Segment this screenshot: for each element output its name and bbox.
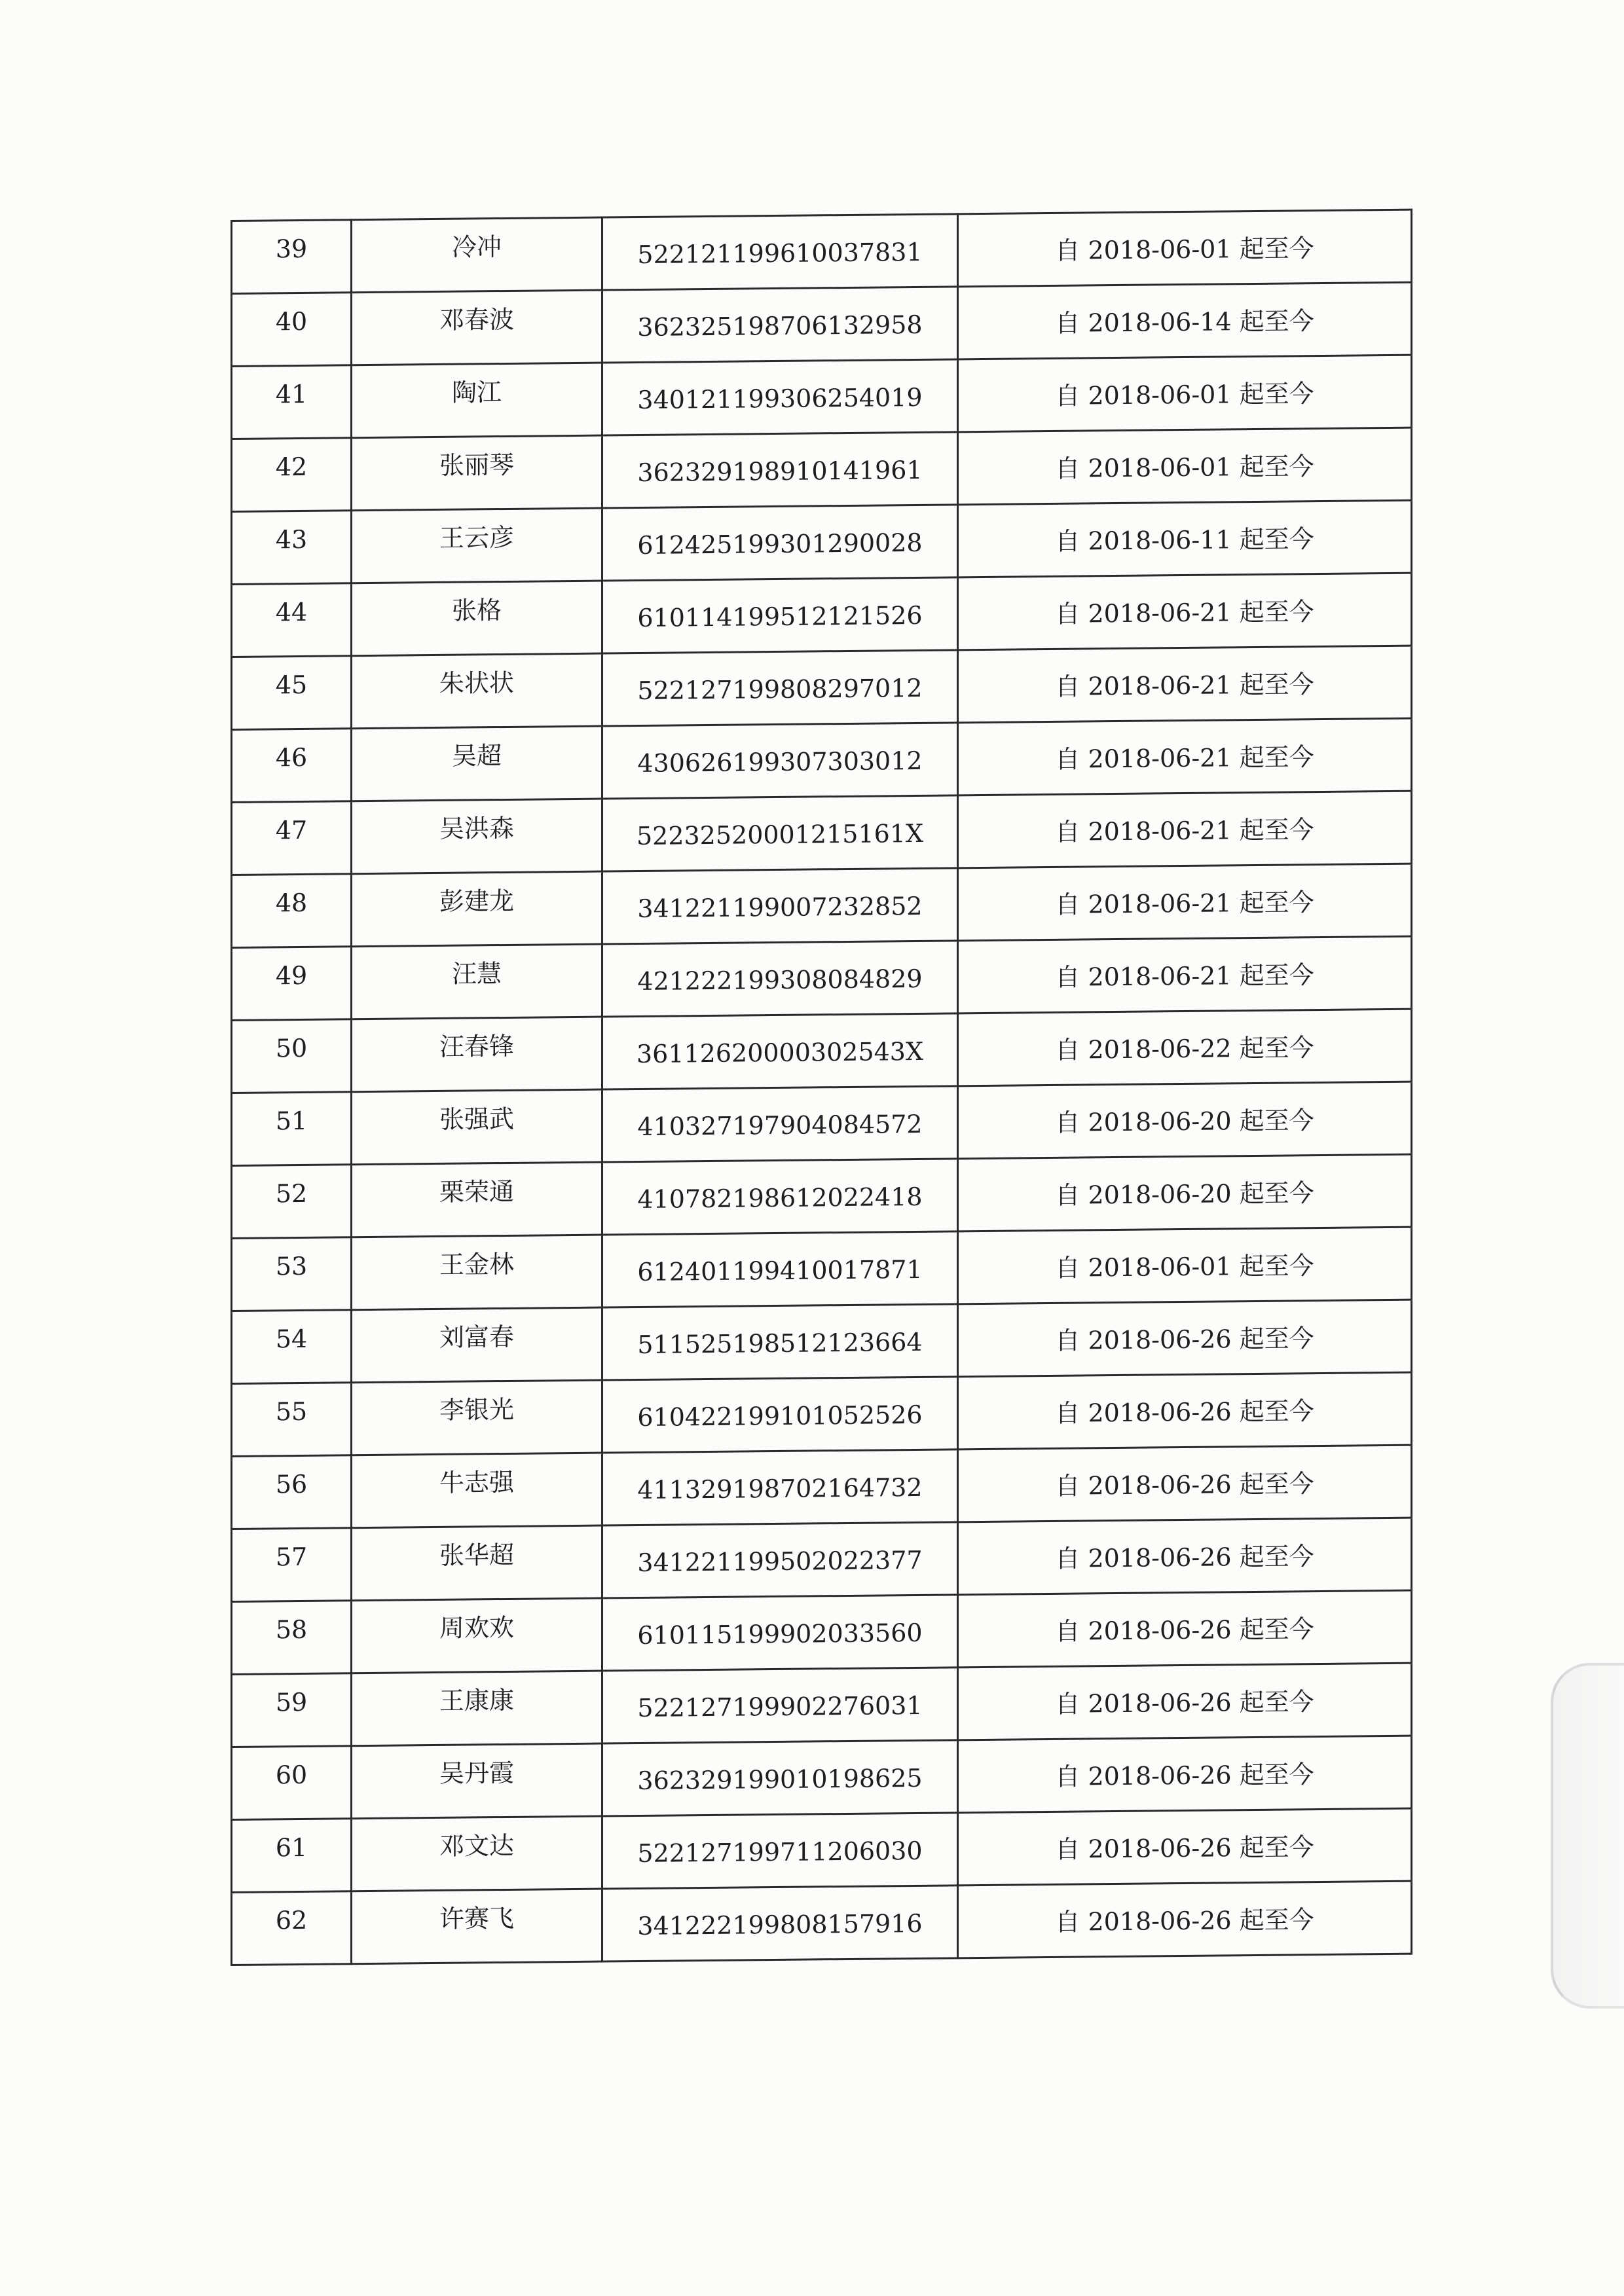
name-cell: [352, 1089, 602, 1165]
row-number-text: 53: [275, 1251, 308, 1281]
row-number-text: 43: [275, 524, 308, 555]
id-number-text: 610114199512121526: [637, 600, 923, 633]
row-number-text: 46: [275, 742, 308, 773]
name-text: 张华超: [439, 1540, 514, 1570]
start-date-text: 自 2018-06-20 起至今: [1055, 1106, 1314, 1137]
start-date-cell: [958, 1881, 1412, 1958]
start-date-cell: [958, 646, 1412, 723]
row-number-cell: [232, 656, 352, 730]
row-number-text: 39: [275, 234, 308, 264]
table-row: [232, 500, 1412, 584]
name-cell: [352, 1816, 602, 1891]
table-row: [232, 355, 1412, 439]
id-number-text: 610422199101052526: [637, 1400, 923, 1432]
row-number-cell: [232, 1383, 352, 1457]
start-date-cell: [958, 1154, 1412, 1231]
start-date-text: 自 2018-06-11 起至今: [1055, 524, 1314, 556]
name-cell: [352, 1525, 602, 1601]
row-number-text: 49: [275, 960, 308, 991]
name-cell: [352, 1598, 602, 1673]
row-number-cell: [232, 1673, 352, 1747]
id-number-cell: [602, 214, 958, 290]
row-number-text: 47: [275, 815, 308, 845]
row-number-text: 51: [275, 1106, 308, 1136]
row-number-text: 50: [275, 1033, 308, 1063]
start-date-cell: [958, 1518, 1412, 1595]
start-date-cell: [958, 1300, 1412, 1377]
id-number-text: 522127199711206030: [637, 1836, 923, 1868]
row-number-cell: [232, 511, 352, 585]
name-text: 张丽琴: [439, 450, 514, 480]
id-number-text: 612425199301290028: [637, 528, 923, 560]
start-date-cell: [958, 718, 1412, 795]
start-date-text: 自 2018-06-20 起至今: [1055, 1178, 1314, 1210]
start-date-text: 自 2018-06-21 起至今: [1055, 888, 1314, 919]
row-number-text: 55: [275, 1396, 308, 1427]
id-number-cell: [602, 432, 958, 508]
id-number-text: 341222199808157916: [637, 1908, 923, 1941]
name-text: 吴丹霞: [439, 1758, 514, 1788]
id-number-text: 421222199308084829: [637, 964, 923, 996]
table-row: [232, 1808, 1412, 1892]
start-date-text: 自 2018-06-26 起至今: [1055, 1760, 1314, 1791]
start-date-text: 自 2018-06-01 起至今: [1055, 379, 1314, 410]
id-number-text: 522127199808297012: [637, 673, 923, 706]
start-date-text: 自 2018-06-21 起至今: [1055, 670, 1314, 701]
name-cell: [352, 871, 602, 947]
start-date-text: 自 2018-06-14 起至今: [1055, 306, 1314, 338]
name-text: 冷冲: [451, 232, 502, 262]
start-date-cell: [958, 282, 1412, 359]
row-number-cell: [232, 293, 352, 367]
name-text: 许赛飞: [439, 1903, 514, 1933]
start-date-cell: [958, 210, 1412, 287]
id-number-cell: [602, 1522, 958, 1598]
row-number-cell: [232, 1819, 352, 1893]
start-date-text: 自 2018-06-01 起至今: [1055, 234, 1314, 265]
id-number-cell: [602, 1304, 958, 1380]
id-number-text: 362329198910141961: [637, 455, 923, 488]
start-date-text: 自 2018-06-21 起至今: [1055, 597, 1314, 629]
name-cell: [352, 1671, 602, 1746]
name-cell: [352, 1235, 602, 1310]
row-number-cell: [232, 1601, 352, 1675]
start-date-cell: [958, 864, 1412, 941]
name-text: 邓春波: [439, 304, 514, 335]
start-date-text: 自 2018-06-22 起至今: [1055, 1033, 1314, 1065]
id-number-text: 410782198612022418: [637, 1182, 923, 1214]
id-number-text: 341221199007232852: [637, 891, 923, 924]
row-number-cell: [232, 365, 352, 439]
table-row: [232, 210, 1412, 293]
name-cell: [352, 217, 602, 293]
name-cell: [352, 653, 602, 729]
start-date-text: 自 2018-06-26 起至今: [1055, 1396, 1314, 1428]
name-text: 邓文达: [439, 1831, 514, 1861]
row-number-text: 57: [275, 1542, 308, 1572]
name-text: 周欢欢: [439, 1613, 514, 1643]
table-row: [232, 1082, 1412, 1165]
name-cell: [352, 944, 602, 1019]
table-row: [232, 1300, 1412, 1383]
table-row: [232, 718, 1412, 802]
table-row: [232, 1663, 1412, 1747]
id-number-cell: [602, 868, 958, 944]
start-date-cell: [958, 1736, 1412, 1813]
table-row: [232, 791, 1412, 875]
row-number-text: 48: [275, 888, 308, 918]
start-date-text: 自 2018-06-26 起至今: [1055, 1324, 1314, 1355]
start-date-cell: [958, 500, 1412, 577]
row-number-cell: [232, 1092, 352, 1166]
id-number-text: 430626199307303012: [637, 746, 923, 778]
row-number-cell: [232, 801, 352, 875]
table-row: [232, 428, 1412, 511]
start-date-cell: [958, 573, 1412, 650]
row-number-text: 45: [275, 670, 308, 700]
name-cell: [352, 1307, 602, 1383]
roster-table: [231, 209, 1412, 1966]
id-number-text: 522127199902276031: [637, 1690, 923, 1723]
id-number-cell: [602, 577, 958, 653]
table-row: [232, 1736, 1412, 1819]
row-number-text: 61: [275, 1832, 308, 1863]
table-row: [232, 1227, 1412, 1311]
id-number-text: 410327197904084572: [637, 1109, 923, 1142]
table-row: [232, 1372, 1412, 1456]
start-date-text: 自 2018-06-26 起至今: [1055, 1687, 1314, 1719]
row-number-text: 41: [275, 379, 308, 409]
roster-table-container: [231, 209, 1403, 1966]
name-cell: [352, 290, 602, 365]
id-number-cell: [602, 1595, 958, 1671]
row-number-text: 54: [275, 1324, 308, 1354]
id-number-text: 610115199902033560: [637, 1618, 923, 1650]
id-number-cell: [602, 1449, 958, 1525]
row-number-text: 58: [275, 1614, 308, 1645]
table-row: [232, 1154, 1412, 1238]
id-number-cell: [602, 1013, 958, 1089]
start-date-text: 自 2018-06-26 起至今: [1055, 1832, 1314, 1864]
start-date-cell: [958, 428, 1412, 505]
start-date-cell: [958, 1808, 1412, 1886]
id-number-cell: [602, 795, 958, 871]
table-row: [232, 1518, 1412, 1601]
row-number-text: 40: [275, 306, 308, 337]
row-number-cell: [232, 1237, 352, 1311]
start-date-text: 自 2018-06-21 起至今: [1055, 815, 1314, 847]
start-date-cell: [958, 1082, 1412, 1159]
name-text: 汪春锋: [439, 1031, 514, 1061]
id-number-cell: [602, 941, 958, 1017]
table-row: [232, 573, 1412, 657]
name-cell: [352, 1743, 602, 1819]
row-number-cell: [232, 874, 352, 948]
row-number-text: 59: [275, 1687, 308, 1717]
row-number-text: 52: [275, 1178, 308, 1209]
name-text: 张强武: [439, 1104, 514, 1134]
table-row: [232, 646, 1412, 729]
table-row: [232, 1445, 1412, 1529]
row-number-cell: [232, 583, 352, 657]
name-cell: [352, 363, 602, 438]
table-row: [232, 1881, 1412, 1965]
row-number-cell: [232, 1019, 352, 1093]
name-text: 吴洪森: [439, 813, 514, 843]
row-number-text: 62: [275, 1905, 308, 1935]
start-date-cell: [958, 1663, 1412, 1740]
start-date-cell: [958, 1009, 1412, 1086]
start-date-text: 自 2018-06-21 起至今: [1055, 742, 1314, 774]
name-text: 吴超: [451, 741, 502, 771]
id-number-cell: [602, 1813, 958, 1889]
id-number-text: 522121199610037831: [637, 237, 923, 270]
id-number-cell: [602, 723, 958, 799]
row-number-cell: [232, 1746, 352, 1820]
name-text: 彭建龙: [439, 886, 514, 916]
id-number-cell: [602, 1377, 958, 1453]
name-text: 陶江: [451, 378, 502, 407]
id-number-text: 36112620000302543X: [636, 1036, 924, 1069]
id-number-cell: [602, 1159, 958, 1235]
id-number-text: 362325198706132958: [637, 310, 923, 342]
start-date-cell: [958, 1445, 1412, 1522]
row-number-cell: [232, 947, 352, 1021]
name-text: 张格: [451, 596, 502, 625]
id-number-cell: [602, 1667, 958, 1743]
start-date-text: 自 2018-06-26 起至今: [1055, 1905, 1314, 1937]
row-number-text: 60: [275, 1760, 308, 1790]
name-cell: [352, 726, 602, 801]
table-row: [232, 1009, 1412, 1093]
row-number-cell: [232, 1165, 352, 1239]
id-number-cell: [602, 650, 958, 726]
id-number-text: 341221199502022377: [637, 1545, 923, 1578]
start-date-cell: [958, 1372, 1412, 1449]
row-number-cell: [232, 1455, 352, 1529]
name-cell: [352, 1380, 602, 1455]
start-date-cell: [958, 1227, 1412, 1304]
name-text: 牛志强: [439, 1467, 514, 1497]
name-cell: [352, 1017, 602, 1092]
name-cell: [352, 435, 602, 511]
start-date-text: 自 2018-06-26 起至今: [1055, 1469, 1314, 1501]
name-text: 王云彦: [439, 522, 514, 553]
id-number-text: 612401199410017871: [637, 1254, 923, 1287]
name-text: 栗荣通: [439, 1176, 514, 1207]
name-cell: [352, 508, 602, 583]
id-number-cell: [602, 505, 958, 581]
start-date-cell: [958, 1590, 1412, 1667]
start-date-cell: [958, 791, 1412, 868]
row-number-text: 42: [275, 452, 308, 482]
partial-seal-stamp: [1551, 1663, 1624, 2009]
name-text: 王金林: [439, 1249, 514, 1279]
row-number-text: 56: [275, 1469, 308, 1499]
table-row: [232, 936, 1412, 1020]
name-cell: [352, 1453, 602, 1528]
name-cell: [352, 1889, 602, 1964]
name-cell: [352, 1162, 602, 1237]
start-date-text: 自 2018-06-26 起至今: [1055, 1542, 1314, 1573]
name-text: 汪慧: [451, 959, 502, 989]
start-date-text: 自 2018-06-01 起至今: [1055, 1251, 1314, 1283]
id-number-text: 362329199010198625: [637, 1763, 923, 1796]
start-date-text: 自 2018-06-21 起至今: [1055, 960, 1314, 992]
id-number-text: 511525198512123664: [637, 1327, 923, 1360]
row-number-cell: [232, 1310, 352, 1384]
name-cell: [352, 799, 602, 874]
name-text: 王康康: [439, 1685, 514, 1715]
row-number-cell: [232, 1528, 352, 1602]
table-row: [232, 1590, 1412, 1674]
id-number-text: 411329198702164732: [637, 1472, 923, 1505]
name-text: 刘富春: [439, 1322, 514, 1352]
id-number-cell: [602, 287, 958, 363]
id-number-cell: [602, 1740, 958, 1816]
id-number-cell: [602, 359, 958, 435]
row-number-cell: [232, 1891, 352, 1965]
id-number-cell: [602, 1231, 958, 1307]
row-number-text: 44: [275, 597, 308, 627]
start-date-cell: [958, 936, 1412, 1013]
id-number-cell: [602, 1886, 958, 1961]
id-number-cell: [602, 1086, 958, 1162]
start-date-text: 自 2018-06-01 起至今: [1055, 452, 1314, 483]
roster-table-body: [232, 210, 1412, 1965]
table-row: [232, 282, 1412, 366]
row-number-cell: [232, 220, 352, 294]
row-number-cell: [232, 729, 352, 803]
id-number-text: 52232520001215161X: [636, 818, 924, 851]
name-text: 李银光: [439, 1394, 514, 1425]
name-cell: [352, 581, 602, 656]
start-date-cell: [958, 355, 1412, 432]
start-date-text: 自 2018-06-26 起至今: [1055, 1614, 1314, 1646]
table-row: [232, 864, 1412, 947]
name-text: 朱状状: [439, 668, 514, 698]
row-number-cell: [232, 438, 352, 512]
id-number-text: 340121199306254019: [637, 382, 923, 415]
